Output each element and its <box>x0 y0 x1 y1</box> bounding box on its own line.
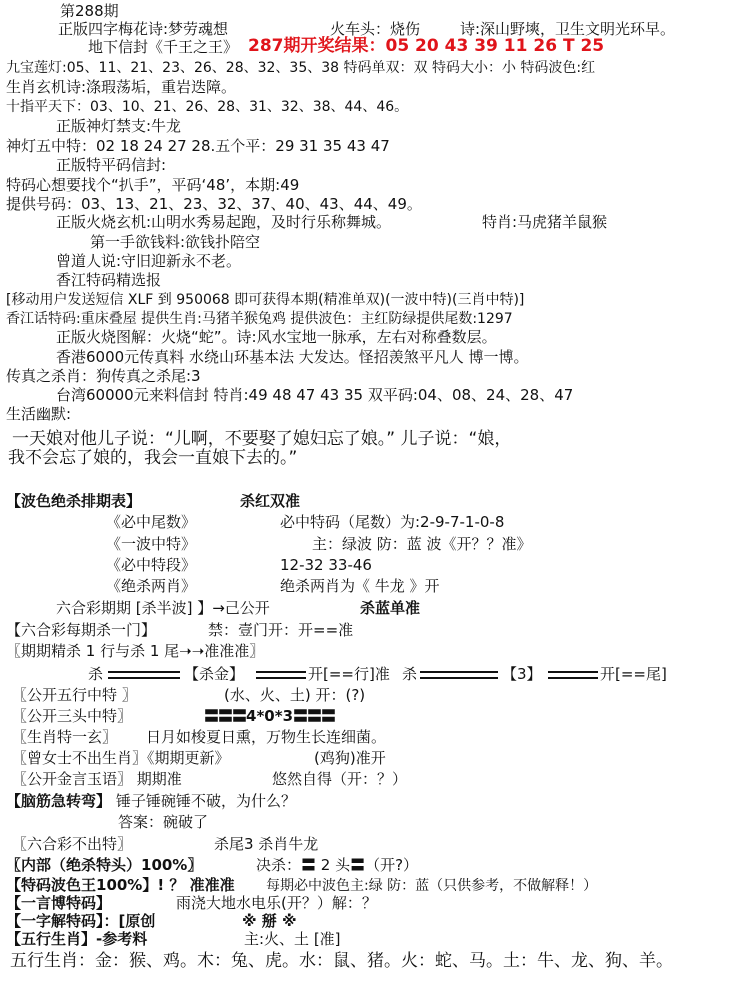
kill-metal: 【杀金】 <box>184 665 245 683</box>
internal-kill-value: 决杀：〓 2 头〓（开?） <box>256 856 419 874</box>
kill-bar-3 <box>420 671 498 679</box>
pickpocket-line: 特码心想要找个“扒手”，平码‘48’，本期:49 <box>6 176 300 194</box>
draw-result: 287期开奖结果：05 20 43 39 11 26 T 25 <box>248 36 605 56</box>
kill-two-label: 《绝杀两肖》 <box>106 577 197 595</box>
five-element-label: 〖公开五行中特 〗 <box>12 686 137 704</box>
special-zodiac-line: 特肖:马虎猪羊鼠猴 <box>482 213 608 231</box>
ten-fingers-line: 十指平天下：03、10、21、26、28、31、32、38、44、46。 <box>6 99 409 115</box>
train-head-line: 火车头：烧伤 <box>330 20 421 38</box>
five-element-value: (水、火、土) 开：(?) <box>224 686 366 704</box>
five-zodiac-value: 主:火、土 [准] <box>244 930 341 948</box>
three-head-label: 〖公开三头中特〗 <box>12 707 133 725</box>
joke-line-2: 我不会忘了娘的，我会一直娘下去的。” <box>8 448 298 468</box>
internal-kill-label: 〖内部（绝杀特头）100%〗 <box>6 856 203 874</box>
flat-code-envelope: 正版特平码信封: <box>56 156 167 174</box>
riddle-value: 锤子锤碗锤不破，为什么？ <box>116 792 297 810</box>
zodiac-poem-line: 生肖玄机诗:涤瑕荡垢，重岩迭障。 <box>6 78 237 96</box>
wave-label: 《一波中特》 <box>106 535 197 553</box>
three-head-value <box>204 707 335 725</box>
wave-king-value: 每期必中波色主:绿 防：蓝（只供参考，不做解释！） <box>266 878 598 894</box>
humor-heading: 生活幽默: <box>6 405 72 423</box>
one-word-label: 【一言博特码】 <box>6 894 112 912</box>
selected-report-line: 香江特码精选报 <box>56 271 162 289</box>
taiwan-line: 台湾60000元来料信封 特肖:49 48 47 43 35 双平码:04、08、24、28、47 <box>56 386 574 404</box>
first-hand-line: 第一手欲钱料:欲钱扑陪空 <box>90 233 261 251</box>
kill-bar-4 <box>548 671 598 679</box>
lamp-ban-line: 正版神灯禁支:牛龙 <box>56 117 182 135</box>
riddle-answer: 答案：碗破了 <box>118 813 209 831</box>
segment-value: 12-32 33-46 <box>280 556 372 574</box>
five-zodiac-label: 【五行生肖】-参考料 <box>6 930 148 948</box>
zodiac-mystery-label: 〖生肖特一玄〗 <box>12 728 118 746</box>
zodiac-mystery-value: 日月如梭夏日熏，万物生长连细菌。 <box>146 728 387 746</box>
ms-zeng-label: 〖曾女士不出生肖〗《期期更新》 <box>12 749 230 767</box>
period-title: 第288期 <box>60 2 119 20</box>
secret-envelope-line: 地下信封《千王之王》 <box>88 38 239 56</box>
sms-promo-line: [移动用户发送短信 XLF 到 950068 即可获得本期(精准单双)(一波中特)(三肖中特)] <box>6 292 525 308</box>
poem-line: 诗:深山野塽，卫生文明光环早。 <box>460 20 676 38</box>
wave-value: 主：绿波 防：蓝 波《开？？准》 <box>312 535 532 553</box>
kill-d: 杀 <box>402 665 418 683</box>
provided-numbers: 提供号码：03、13、21、23、32、37、40、43、44、49。 <box>6 195 422 213</box>
kill-open-line: 开[==行]准 <box>308 665 390 683</box>
no-special-value: 杀尾3 杀肖牛龙 <box>214 835 319 853</box>
taoist-saying-line: 曾道人说:守旧迎新永不老。 <box>56 252 242 270</box>
kill-door-label: 【六合彩每期杀一门】 <box>6 621 157 639</box>
kill-bar-2 <box>256 671 306 679</box>
riddle-label: 【脑筋急转弯】 <box>6 792 112 810</box>
wave-king-label: 【特码波色王100%】! ？ 准准准 <box>6 876 235 894</box>
lamp-five-line: 神灯五中特：02 18 24 27 28.五个平：29 31 35 43 47 <box>6 137 390 155</box>
lotus-line: 九宝莲灯:05、11、21、23、26、28、32、35、38 特码单双：双 特码大小：小 特码波色:红 <box>6 60 596 76</box>
plum-poem-line: 正版四字梅花诗:梦劳魂想 <box>58 20 229 38</box>
hk-fax-line: 香港6000元传真料 水绕山环基本法 大发达。怪招羡煞平凡人 博一博。 <box>56 348 529 366</box>
golden-words-label: 〖公开金言玉语〗 期期准 <box>12 770 182 788</box>
one-char-label: 【一字解特码】：[原创 <box>6 912 156 930</box>
five-zodiac-list: 五行生肖：金：猴、鸡。木：兔、虎。水：鼠、猪。火：蛇、马。土：牛、龙、狗、羊。 <box>10 951 673 971</box>
tail-label: 《必中尾数》 <box>106 513 197 531</box>
three-head-text: 4*0*3 <box>246 707 294 725</box>
golden-words-value: 悠然自得（开：？） <box>272 770 408 788</box>
kill-bar-1 <box>108 671 180 679</box>
hk-talk-line: 香江话特码:重床叠屋 提供生肖:马猪羊猴兔鸡 提供波色：主红防绿提供尾数:1297 <box>6 311 513 327</box>
segment-label: 《必中特段》 <box>106 556 197 574</box>
line-tail-heading: 〖期期精杀 1 行与杀 1 尾➝➝准准准〗 <box>6 642 265 660</box>
ms-zeng-value: (鸡狗)准开 <box>314 749 386 767</box>
tail-value: 必中特码（尾数）为:2-9-7-1-0-8 <box>280 513 505 531</box>
kill-two-value: 绝杀两肖为《 牛龙 》开 <box>280 577 440 595</box>
fire-diagram-line: 正版火烧图解：火烧“蛇”。诗:风水宝地一脉承，左右对称叠数层。 <box>56 328 497 346</box>
one-char-value: ※ 掰 ※ <box>242 912 297 930</box>
fax-kill-line: 传真之杀肖：狗传真之杀尾:3 <box>6 367 201 385</box>
one-word-value: 雨浇大地水电乐(开？）解：？ <box>176 894 377 912</box>
half-wave-label: 六合彩期期 [杀半波] 】→己公开 <box>56 599 270 617</box>
half-wave-value: 杀蓝单准 <box>360 599 421 617</box>
joke-line-1: 一天娘对他儿子说：“儿啊，不要娶了媳妇忘了娘。” 儿子说：“娘， <box>12 429 512 449</box>
kill-door-value: 禁：壹门开：开==准 <box>208 621 354 639</box>
block-right-icon: 〓〓〓 <box>293 707 336 725</box>
kill-a: 杀 <box>88 665 104 683</box>
block-left-icon: 〓〓〓 <box>204 707 247 725</box>
no-special-label: 〖六合彩不出特〗 <box>12 835 133 853</box>
fire-mystery-line: 正版火烧玄机:山明水秀易起跑，及时行乐称舞城。 <box>56 213 392 231</box>
kill-open-tail: 开[==尾] <box>600 665 667 683</box>
kill-three: 【3】 <box>502 665 542 683</box>
sheet-header-left: 【波色绝杀排期表】 <box>6 492 142 510</box>
sheet-header-right: 杀红双准 <box>240 492 301 510</box>
